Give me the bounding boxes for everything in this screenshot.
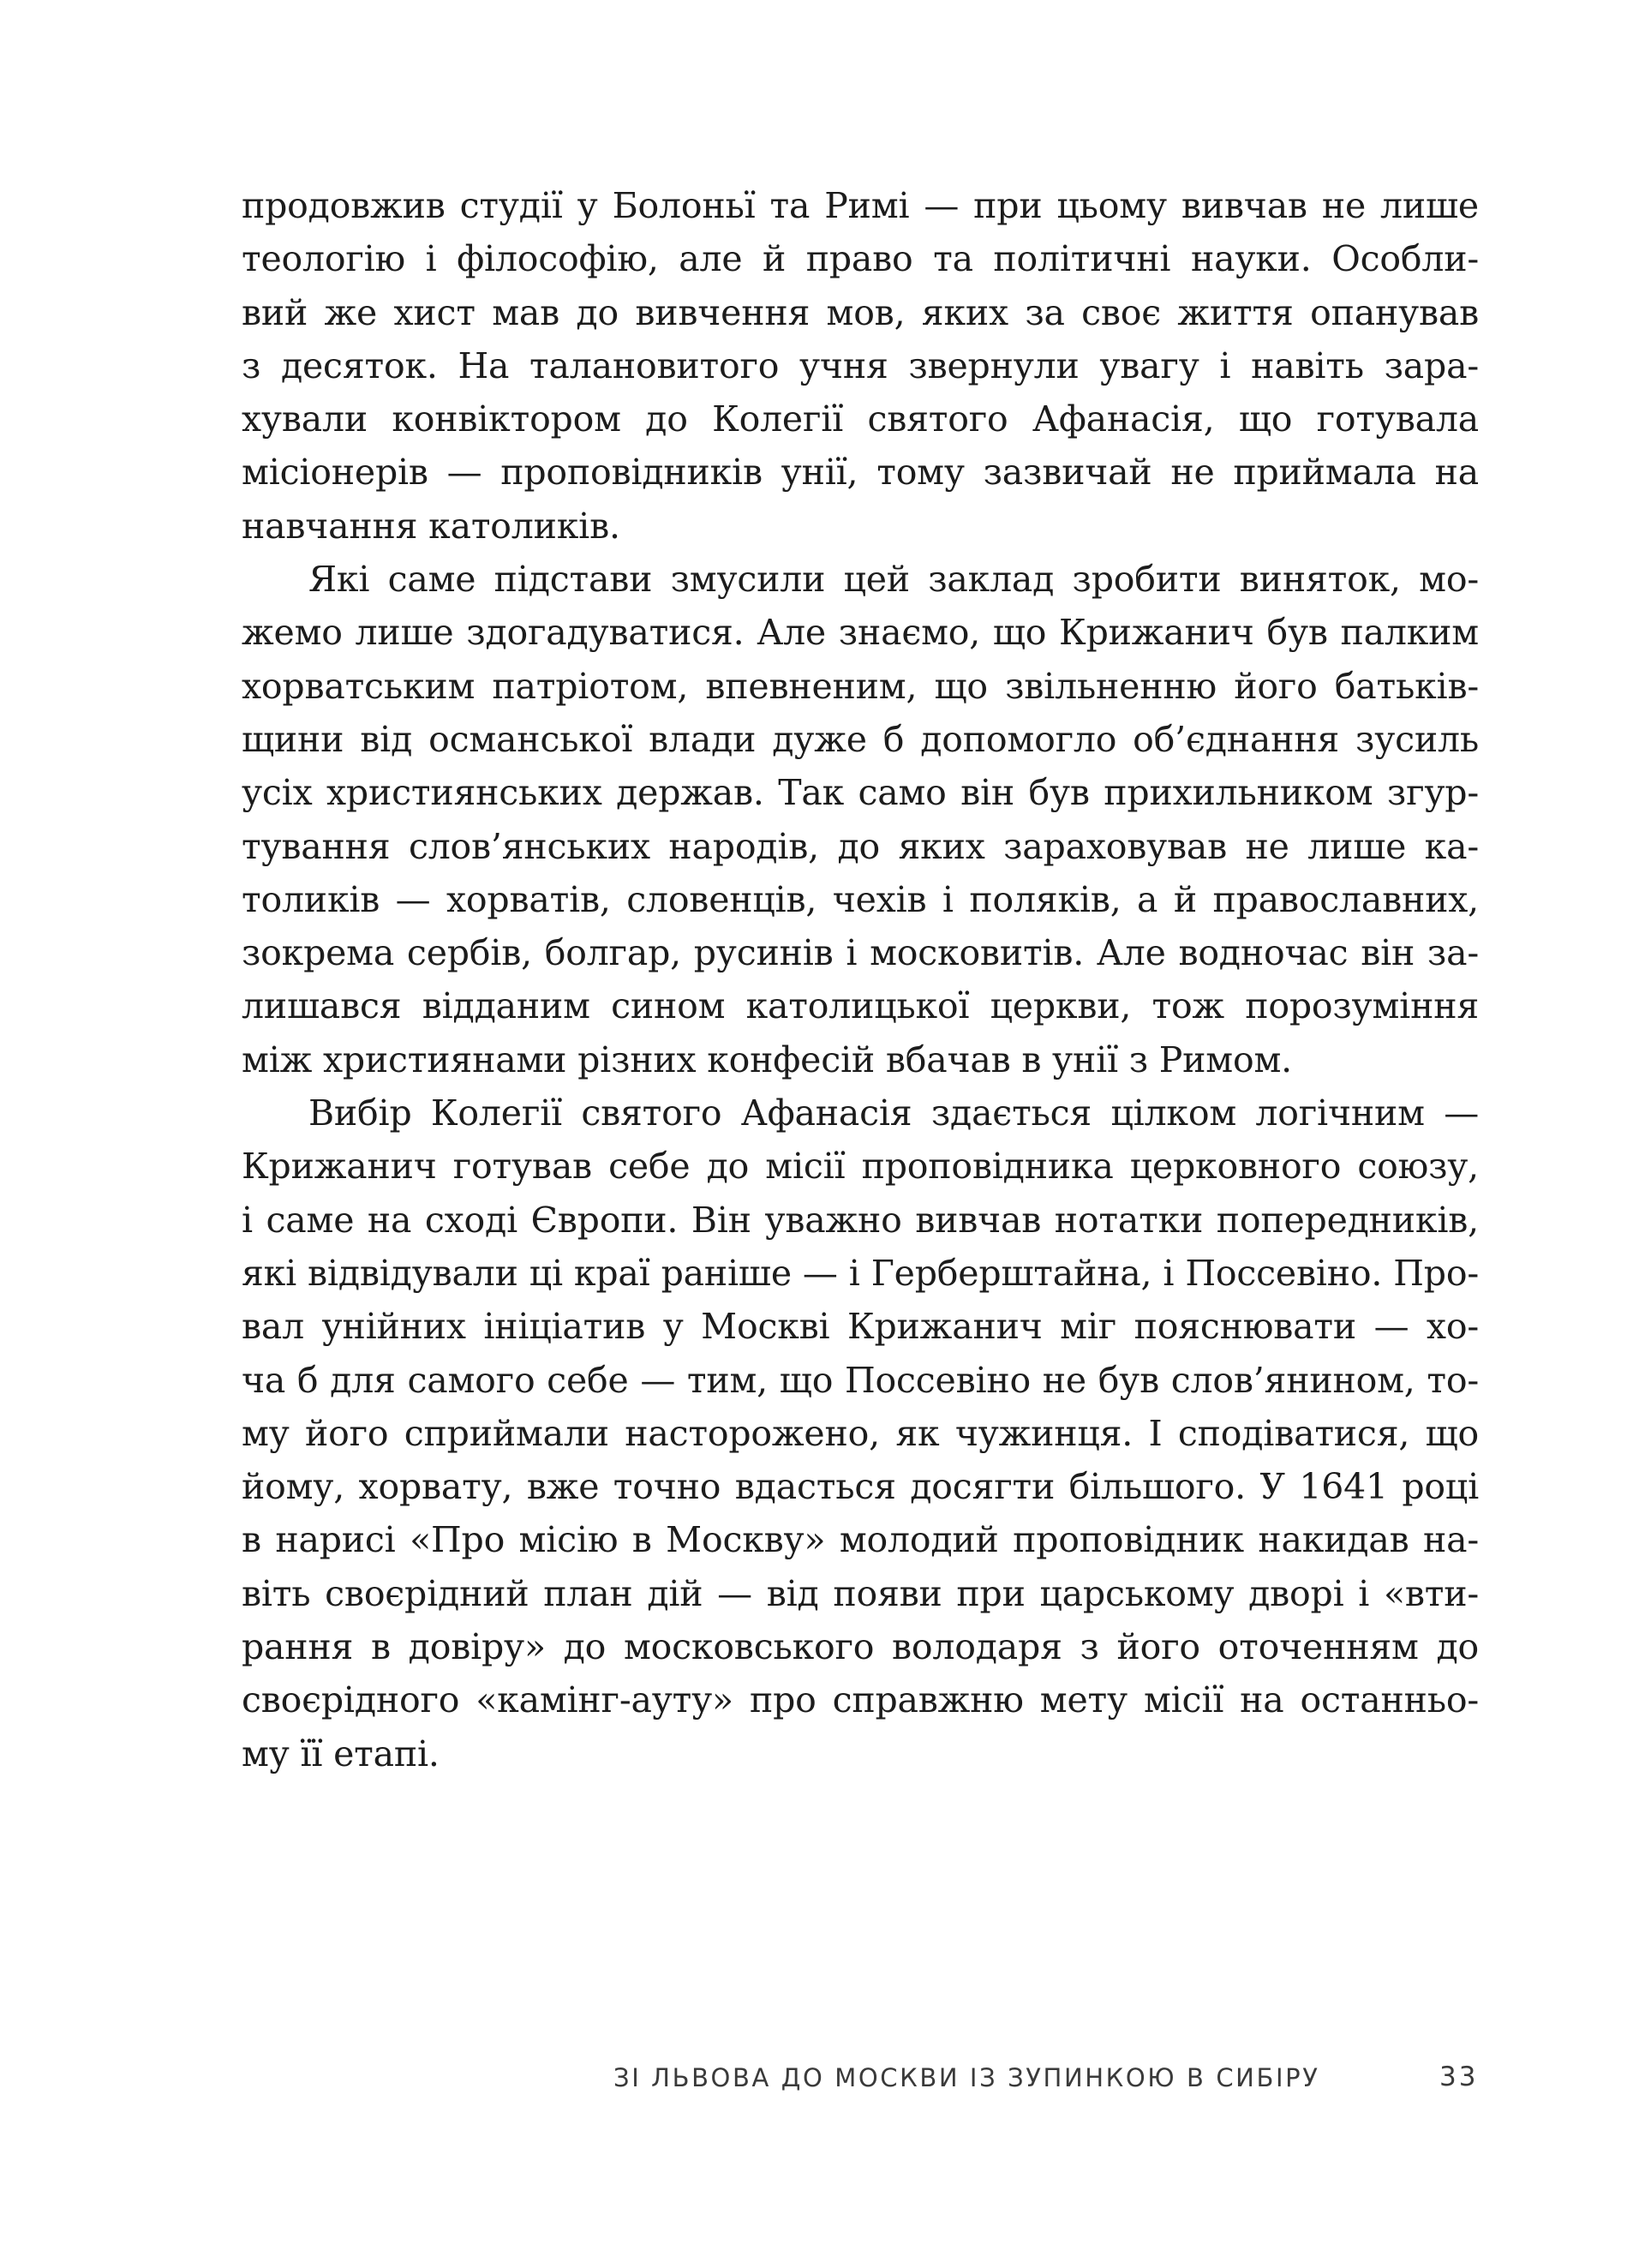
text-line: лишався відданим сином католицької церкви, тож порозуміння (242, 985, 1479, 1027)
text-line: і саме на сході Європи. Він уважно вивчав нотатки попередників, (242, 1199, 1479, 1241)
text-line: му його сприймали насторожено, як чужинця. І сподіватися, що (242, 1412, 1479, 1454)
text-line: які відвідували ці краї раніше — і Герберштайна, і Поссевіно. Про- (242, 1252, 1479, 1294)
text-line: Крижанич готував себе до місії проповідника церковного союзу, (242, 1146, 1479, 1188)
text-line: Які саме підстави змусили цей заклад зробити виняток, мо- (308, 559, 1479, 601)
text-line: усіх християнських держав. Так само він був прихильником згур- (242, 772, 1479, 814)
text-line: вал унійних ініціатив у Москві Крижанич міг пояснювати — хо- (242, 1306, 1479, 1348)
running-head: ЗІ ЛЬВОВА ДО МОСКВИ ІЗ ЗУПИНКОЮ В СИБІРУ (613, 2063, 1320, 2092)
body-text (242, 179, 1479, 1780)
page-number: 33 (1439, 2062, 1479, 2092)
text-line: в нарисі «Про місію в Москву» молодий проповідник накидав на- (242, 1519, 1479, 1561)
text-line: теологію і філософію, але й право та політичні науки. Особли- (242, 238, 1479, 280)
text-line: місіонерів — проповідників унії, тому зазвичай не приймала на (242, 452, 1479, 494)
text-line: хорватським патріотом, впевненим, що звільненню його батьків- (242, 665, 1479, 707)
text-line: між християнами різних конфесій вбачав в унії з Римом. (242, 1038, 1292, 1080)
text-line: вий же хист мав до вивчення мов, яких за своє життя опанував (242, 291, 1479, 333)
text-line: продовжив студії у Болоньї та Римі — при цьому вивчав не лише (242, 185, 1479, 226)
text-line: ча б для самого себе — тим, що Поссевіно не був слов’янином, то- (242, 1359, 1479, 1401)
text-line: Вибір Колегії святого Афанасія здається цілком логічним — (308, 1092, 1479, 1134)
text-line: віть своєрідний план дій — від появи при царському дворі і «вти- (242, 1572, 1479, 1614)
text-line: щини від османської влади дуже б допомогло об’єднання зусиль (242, 718, 1479, 760)
text-line: жемо лише здогадуватися. Але знаємо, що Крижанич був палким (242, 612, 1479, 654)
text-line: толиків — хорватів, словенців, чехів і поляків, а й православних, (242, 878, 1479, 920)
text-line: своєрідного «камінг-ауту» про справжню мету місії на останньо- (242, 1679, 1479, 1721)
text-line: тування слов’янських народів, до яких зараховував не лише ка- (242, 825, 1479, 867)
page-footer (0, 2056, 1645, 2108)
text-line: рання в довіру» до московського володаря з його оточенням до (242, 1626, 1479, 1668)
text-line: му її етапі. (242, 1732, 440, 1774)
text-line: йому, хорвату, вже точно вдасться досягти більшого. У 1641 році (242, 1466, 1479, 1508)
text-line: навчання католиків. (242, 505, 620, 547)
text-line: зокрема сербів, болгар, русинів і московитів. Але водночас він за- (242, 932, 1479, 974)
text-line: хували конвіктором до Колегії святого Афанасія, що готувала (242, 398, 1479, 440)
text-line: з десяток. На талановитого учня звернули увагу і навіть зара- (242, 344, 1479, 386)
